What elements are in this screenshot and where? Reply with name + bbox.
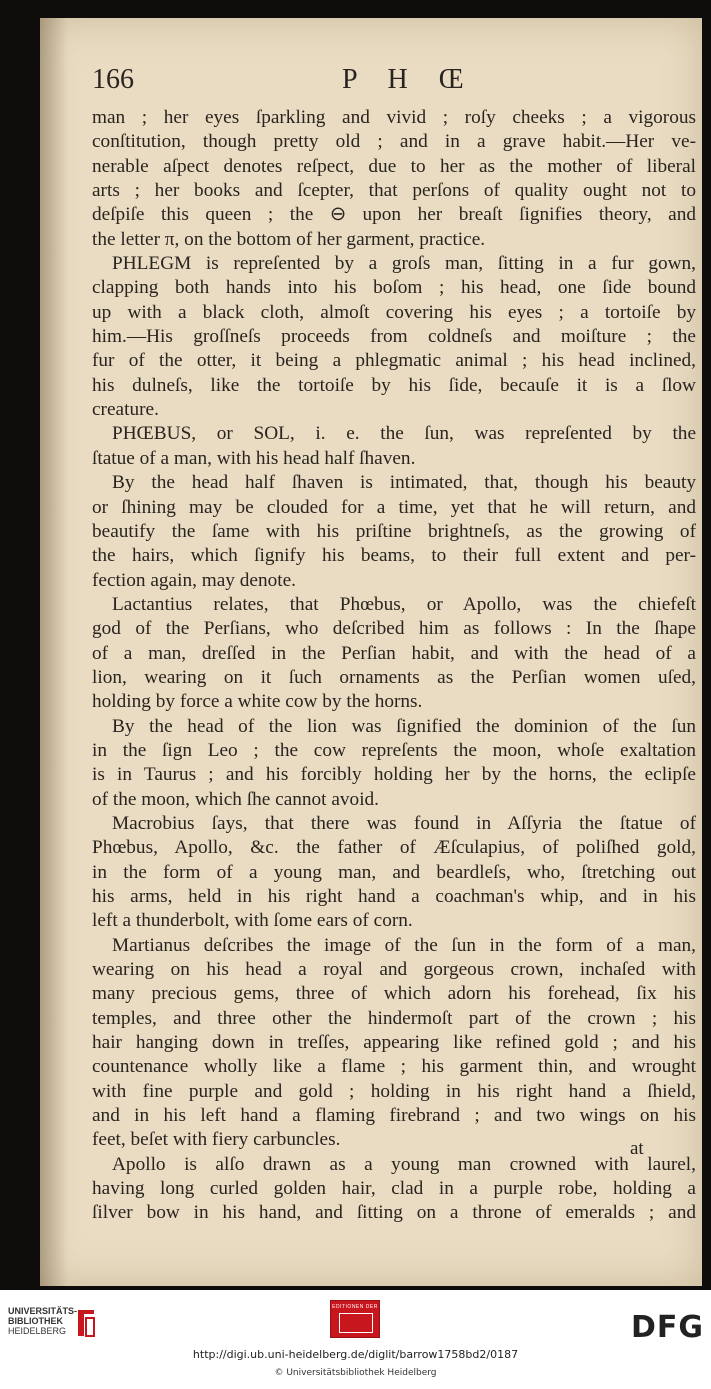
text-line: ſtatue of a man, with his head half ſhaven.: [92, 447, 416, 469]
text-line: deſpiſe this queen ; the ⊖ upon her breaſt ſignifies theory, and: [92, 204, 696, 226]
text-line: beautify the ſame with his priſtine brightneſs, as the growing of: [92, 520, 696, 542]
permalink-url[interactable]: http://digi.ub.uni-heidelberg.de/diglit/barrow1758bd2/0187: [192, 1348, 519, 1361]
page-number: 166: [92, 64, 134, 95]
book-page: [40, 18, 702, 1286]
text-line: PHLEGM is repreſented by a groſs man, ſitting in a fur gown,: [112, 253, 696, 275]
text-line: with fine purple and gold ; holding in his right hand a ſhield,: [92, 1080, 696, 1102]
paragraph: [92, 812, 696, 934]
text-line: ſilver bow in his hand, and ſitting on a throne of emeralds ; and: [92, 1202, 696, 1224]
library-name: [8, 1306, 77, 1336]
text-line: up with a black cloth, almoſt covering his eyes ; a tortoiſe by: [92, 301, 696, 323]
text-line: Martianus deſcribes the image of the ſun in the form of a man,: [112, 934, 696, 956]
text-line: him.—His groſſneſs proceeds from coldneſs and moiſture ; the: [92, 326, 696, 348]
text-line: wearing on his head a royal and gorgeous crown, inchaſed with: [92, 959, 696, 981]
catchword: at: [630, 1138, 644, 1159]
paragraph: [92, 252, 696, 422]
text-line: god of the Perſians, who deſcribed him as follows : In the ſhape: [92, 618, 696, 640]
text-line: Macrobius ſays, that there was found in Aſſyria the ſtatue of: [112, 812, 696, 834]
text-line: nerable aſpect denotes reſpect, due to her as the mother of liberal: [92, 155, 696, 177]
library-city: HEIDELBERG: [8, 1326, 67, 1336]
paragraph: [92, 593, 696, 715]
text-line: PHŒBUS, or SOL, i. e. the ſun, was repreſented by the: [112, 423, 696, 445]
text-line: man ; her eyes ſparkling and vivid ; roſy cheeks ; a vigorous: [92, 107, 696, 128]
text-line: Apollo is alſo drawn as a young man crowned with laurel,: [112, 1153, 696, 1175]
library-name-line1: UNIVERSITÄTS-: [8, 1306, 78, 1316]
text-line: the hairs, which ſignify his beams, to their full extent and per-: [92, 545, 696, 567]
university-library-logo[interactable]: [8, 1306, 118, 1340]
text-line: and in his left hand a flaming firebrand ; and two wings on his: [92, 1105, 696, 1127]
text-line: his dulneſs, like the tortoiſe by his ſide, becauſe it is a ſlow: [92, 374, 696, 396]
text-line: his arms, held in his right hand a coachman's whip, and in his: [92, 886, 696, 907]
paragraph: [92, 422, 696, 471]
text-line: By the head of the lion was ſignified the dominion of the ſun: [112, 715, 696, 737]
text-line: Lactantius relates, that Phœbus, or Apollo, was the chiefeſt: [112, 593, 696, 615]
digitization-badge-label: EDITIONEN DER: [332, 1304, 378, 1310]
text-line: temples, and three other the hindermoſt part of the crown ; his: [92, 1007, 696, 1029]
badge-frame: [339, 1313, 373, 1333]
text-line: creature.: [92, 399, 159, 421]
text-line: many precious gems, three of which adorn his forehead, ſix his: [92, 983, 696, 1005]
text-line: of a man, dreſſed in the Perſian habit, and with the head of a: [92, 642, 696, 664]
text-line: hair hanging down in treſſes, appearing like refined gold ; and his: [92, 1032, 696, 1054]
running-head-title: P H Œ: [342, 64, 476, 95]
footer: [0, 1290, 711, 1389]
text-line: Phœbus, Apollo, &c. the father of Æſculapius, of poliſhed gold,: [92, 837, 696, 859]
text-line: lion, wearing on it ſuch ornaments as the Perſian women uſed,: [92, 666, 696, 688]
text-line: having long curled golden hair, clad in a purple robe, holding a: [92, 1178, 696, 1200]
library-mark-icon: [74, 1306, 98, 1340]
digitization-badge[interactable]: [330, 1300, 380, 1338]
body-text: [92, 106, 696, 1226]
running-head: [92, 64, 702, 104]
text-line: fur of the otter, it being a phlegmatic animal ; his head inclined,: [92, 350, 696, 372]
text-line: the letter π, on the bottom of her garment, practice.: [92, 228, 486, 250]
paragraph: [92, 1153, 696, 1226]
text-line: or ſhining may be clouded for a time, yet that he will return, and: [92, 496, 696, 518]
dfg-logo[interactable]: DFG: [631, 1310, 705, 1345]
text-line: conſtitution, though pretty old ; and in a grave habit.—Her ve-: [92, 131, 696, 153]
text-line: of the moon, which ſhe cannot avoid.: [92, 788, 380, 810]
library-name-line2: BIBLIOTHEK: [8, 1316, 63, 1326]
text-line: left a thunderbolt, with ſome ears of corn.: [92, 910, 413, 932]
paragraph: [92, 471, 696, 593]
paragraph: [92, 715, 696, 812]
text-line: arts ; her books and ſcepter, that perſons of quality ought not to: [92, 180, 696, 202]
text-line: feet, beſet with fiery carbuncles.: [92, 1129, 341, 1151]
text-line: is in Taurus ; and his forcibly holding her by the horns, the eclipſe: [92, 764, 696, 786]
text-line: in the ſign Leo ; the cow repreſents the moon, whoſe exaltation: [92, 739, 696, 761]
paragraph: [92, 934, 696, 1153]
text-line: in the form of a young man, and beardleſs, who, ſtretching out: [92, 861, 696, 883]
copyright-notice: © Universitätsbibliothek Heidelberg: [274, 1368, 437, 1378]
text-line: countenance wholly like a flame ; his garment thin, and wrought: [92, 1056, 696, 1078]
text-line: holding by force a white cow by the horns.: [92, 691, 423, 713]
text-line: clapping both hands into his boſom ; his head, one ſide bound: [92, 277, 696, 299]
text-line: fection again, may denote.: [92, 569, 296, 591]
text-line: By the head half ſhaven is intimated, that, though his beauty: [112, 472, 696, 494]
paragraph: [92, 106, 696, 252]
